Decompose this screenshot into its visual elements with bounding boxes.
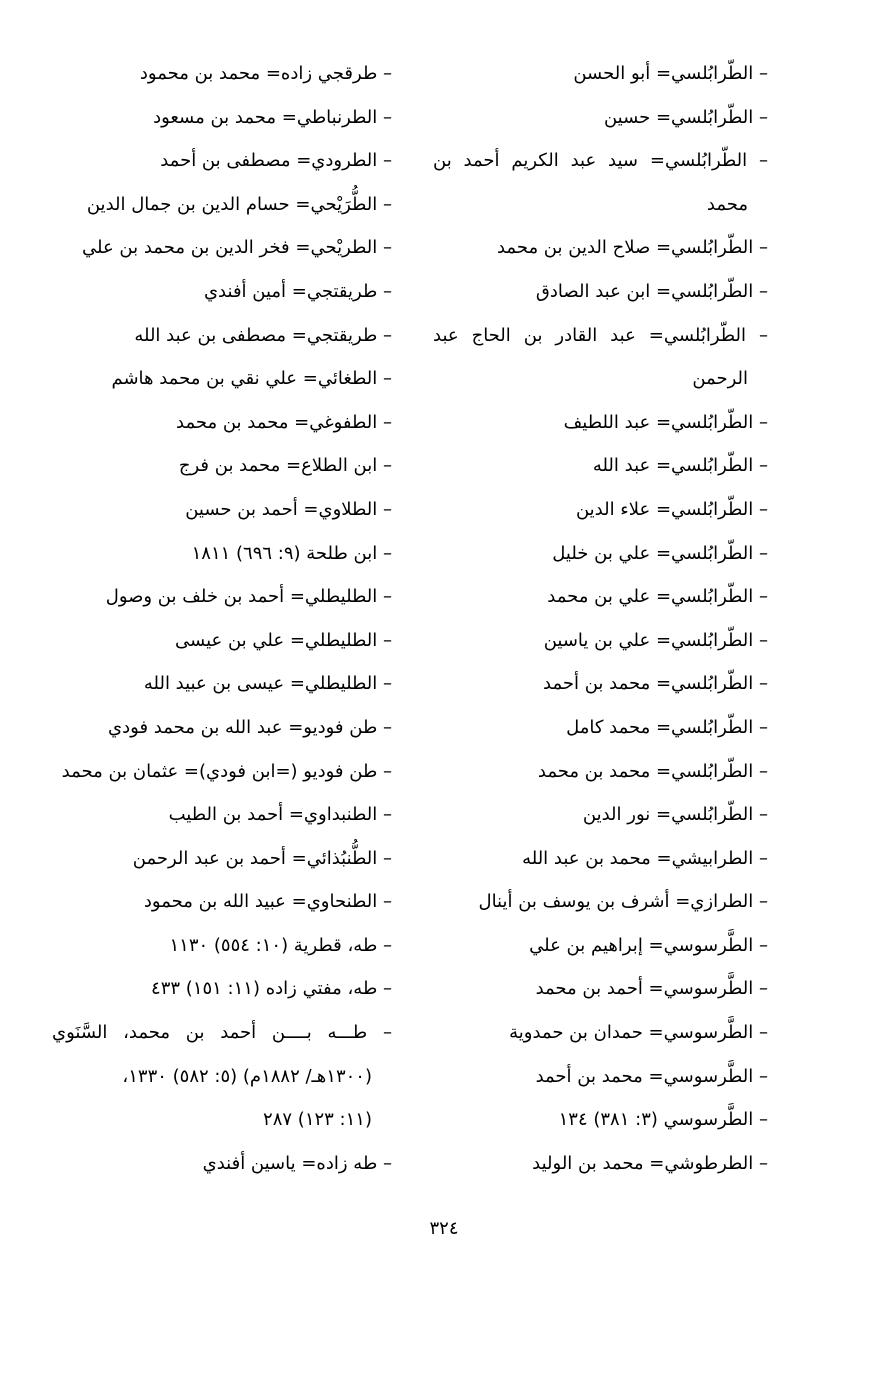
index-entry: – الطّرابُلسي= ابن عبد الصادق [535, 280, 768, 302]
index-entry: – الطنحاوي= عبيد الله بن محمود [143, 891, 392, 913]
index-entry: – طه، مفتي زاده (١١: ١٥١) ٤٣٣ [151, 978, 392, 1000]
index-entry: – طه زاده= ياسين أفندي [202, 1152, 392, 1174]
index-entry: – ابن الطلاع= محمد بن فرج [178, 455, 392, 477]
index-entry: – الطَّرسوسي= أحمد بن محمد [535, 978, 768, 1000]
index-entry-continuation: الرحمن [692, 368, 748, 390]
index-entry: – طن فوديو (=ابن فودي)= عثمان بن محمد [61, 760, 392, 782]
index-column-right [433, 52, 768, 1185]
index-entry: – طريقتجي= مصطفى بن عبد الله [134, 324, 392, 346]
index-entry: – الطّرابُلسي= محمد بن أحمد [543, 673, 768, 695]
index-entry: – الطّرابُلسي= علاء الدين [575, 498, 768, 520]
index-entry: – طريقتجي= أمين أفندي [203, 280, 392, 302]
index-entry: – الطَّرسوسي= حمدان بن حمدوية [509, 1022, 768, 1044]
index-entry: – الطليطلي= علي بن عيسى [175, 629, 392, 651]
index-entry: – الطرازي= أشرف بن يوسف بن أينال [478, 891, 768, 913]
index-entry: – الطَّرسوسي= محمد بن أحمد [535, 1065, 768, 1087]
index-entry: – الطريْحي= فخر الدين بن محمد بن علي [82, 237, 392, 259]
index-entry: – طه، قطرية (١٠: ٥٥٤) ١١٣٠ [169, 934, 392, 956]
index-entry: – طرقجي زاده= محمد بن محمود [139, 63, 392, 84]
index-entry: – الطّرابُلسي= أبو الحسن [573, 63, 768, 84]
index-entry: – الطّرابُلسي= عبد القادر بن الحاج عبد [433, 324, 768, 346]
index-entry: – ابن طلحة (٩: ٦٩٦) ١٨١١ [191, 542, 392, 564]
index-entry: – الطّرابُلسي= محمد بن محمد [537, 760, 768, 782]
index-entry: – الطّرابُلسي= علي بن محمد [547, 586, 768, 608]
index-entry: – الطلاوي= أحمد بن حسين [185, 498, 392, 520]
index-entry: – الطرنباطي= محمد بن مسعود [153, 106, 392, 128]
index-column-left [52, 52, 392, 1185]
index-entry: – الطرطوشي= محمد بن الوليد [532, 1152, 768, 1174]
index-entry: – الطّرابُلسي= صلاح الدين بن محمد [496, 237, 768, 259]
index-entry: – الطّرابُلسي= نور الدين [582, 804, 768, 826]
index-entry: – الطُّنبُذائي= أحمد بن عبد الرحمن [132, 847, 392, 869]
index-entry: – الطنبداوي= أحمد بن الطيب [168, 804, 392, 826]
index-entry: – الطفوغي= محمد بن محمد [176, 411, 392, 433]
index-entry: – طـــه بــــن أحمد بن محمد، السَّنَوي [52, 1022, 392, 1044]
index-entry: – طن فوديو= عبد الله بن محمد فودي [108, 716, 392, 738]
index-entry: – الطَّرسوسي (٣: ٣٨١) ١٣٤ [558, 1109, 768, 1131]
index-entry: – الطّرابُلسي= علي بن ياسين [543, 629, 768, 651]
index-entry: – الطّرابُلسي= عبد اللطيف [563, 411, 768, 433]
index-entry: – الطّرابُلسي= عبد الله [592, 455, 768, 477]
index-entry: – الطّرابُلسي= سيد عبد الكريم أحمد بن [433, 150, 768, 172]
index-entry: – الطغائي= علي نقي بن محمد هاشم [111, 368, 392, 390]
index-entry: – الطليطلي= عيسى بن عبيد الله [143, 673, 392, 695]
index-entry: – الطليطلي= أحمد بن خلف بن وصول [105, 586, 392, 608]
page-number: ٣٢٤ [429, 1218, 459, 1239]
index-entry-continuation: (١١: ١٢٣) ٢٨٧ [263, 1109, 372, 1131]
index-entry: – الطَّرسوسي= إبراهيم بن علي [529, 934, 768, 956]
index-entry: – الطّرابُلسي= محمد كامل [566, 716, 768, 738]
index-entry: – الطّرابُلسي= حسين [603, 106, 768, 128]
index-entry: – الطرودي= مصطفى بن أحمد [160, 150, 392, 172]
index-entry-continuation: (١٣٠٠هـ/ ١٨٨٢م) (٥: ٥٨٢) ١٣٣٠، [122, 1065, 372, 1087]
index-entry: – الطّرابُلسي= علي بن خليل [552, 542, 768, 564]
index-entry: – الطُّرَيْحي= حسام الدين بن جمال الدين [86, 193, 392, 215]
index-entry: – الطرابيشي= محمد بن عبد الله [522, 847, 768, 869]
index-entry-continuation: محمد [706, 193, 748, 215]
